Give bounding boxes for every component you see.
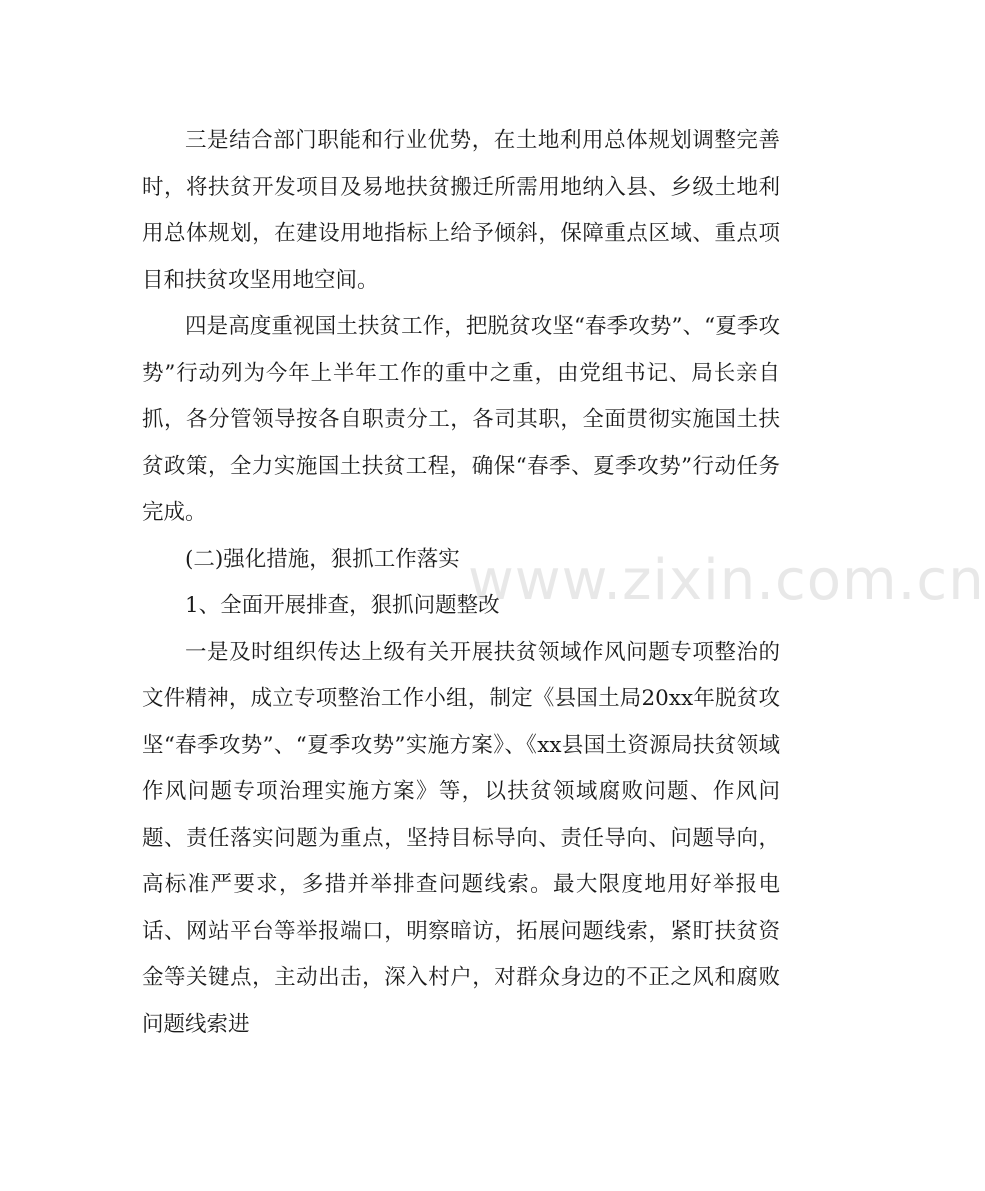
watermark-text: www.zixin.com.cn	[468, 548, 985, 613]
subsection-heading-1: 1、全面开展排查，狠抓问题整改	[185, 593, 500, 618]
paragraph-item-1: 一是及时组织传达上级有关开展扶贫领域作风问题专项整治的文件精神，成立专项整治工作小组，制定《县国土局20xx年脱贫攻坚“春季攻势”、“夏季攻势”实施方案》、《xx县国土资源局扶贫领域作风问题专项治理实施方案》等，以扶贫领域腐败问题、作风问题、责任落实问题为重点，坚持目标导向、责任导向、问题导向，高标准严要求，多措并举排查问题线索。最大限度地用好举报电话、网站平台等举报端口，明察暗访，拓展问题线索，紧盯扶贫资金等关键点，主动出击，深入村户，对群众身边的不正之风和腐败问题线索进	[142, 639, 780, 1037]
paragraph-section-3: 三是结合部门职能和行业优势，在土地利用总体规划调整完善时，将扶贫开发项目及易地扶贫搬迁所需用地纳入县、乡级土地利用总体规划，在建设用地指标上给予倾斜，保障重点区域、重点项目和扶贫攻坚用地空间。	[142, 128, 780, 293]
section-heading-2: (二)强化措施，狠抓工作落实	[185, 546, 460, 572]
paragraph-section-4: 四是高度重视国土扶贫工作，把脱贫攻坚“春季攻势”、“夏季攻势”行动列为今年上半年工作的重中之重，由党组书记、局长亲自抓，各分管领导按各自职责分工，各司其职，全面贯彻实施国土扶贫政策，全力实施国土扶贫工程，确保“春季、夏季攻势”行动任务完成。	[142, 314, 780, 525]
document-body	[142, 118, 780, 1048]
